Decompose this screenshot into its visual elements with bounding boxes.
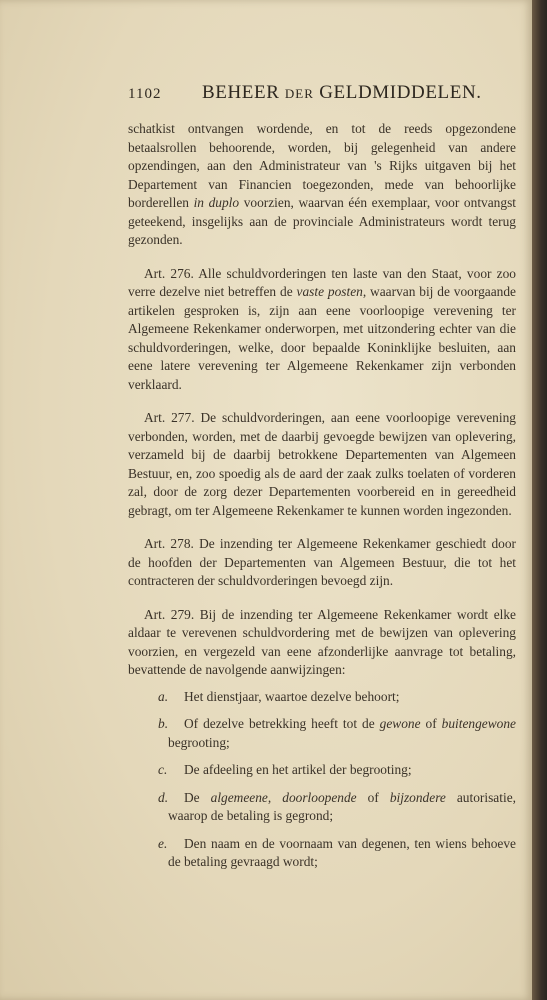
list-label: e.: [158, 835, 168, 851]
italic-run: in duplo: [193, 195, 240, 210]
running-title-part1: BEHEER: [202, 82, 280, 103]
text-run: Art. 276. Alle schuldvorderingen ten laste van den Staat, voor zoo verre dezelve niet betreffen de: [128, 265, 516, 299]
running-header: [128, 82, 508, 108]
italic-run: algemeene: [210, 789, 268, 805]
page-body: [128, 120, 516, 887]
article-277: Art. 277. De schuldvorderingen, aan eene voorloopige verevening verbonden, worden, met de daarbij gevoegde bewijzen van oplevering, verzameld bij de daarbij betrokkene Departementen van Algemeen Bestuur, en, zoo spoedig als de aard der zaak zulks toelaten of vorderen zal, door de zorg dezer Departementen voorbereid en in gereedheid gebragt, om ter Algemeene Rekenkamer te kunnen worden ingezonden.: [128, 410, 516, 518]
text-run: of: [356, 789, 390, 805]
text-run: begrooting;: [168, 734, 230, 750]
list-item-b: [128, 715, 516, 752]
list-item-a: [128, 688, 516, 707]
italic-run: gewone: [379, 716, 421, 731]
italic-run: vaste posten: [296, 284, 363, 299]
book-binding-edge: [532, 0, 547, 1000]
text-run: Den naam en de voornaam van degenen, ten wiens behoeve de betaling gevraagd wordt;: [168, 835, 516, 869]
running-title-der: DER: [284, 86, 314, 101]
list-label: c.: [158, 762, 168, 777]
text-run: voorzien, waarvan één exemplaar, voor ontvangst geteekend, insgelijks aan de provinciale Administrateurs wordt terug gezonden.: [128, 195, 516, 247]
text-run: autorisatie, waarop de betaling is gegrond;: [168, 789, 516, 823]
running-title-part2: GELDMIDDELEN.: [319, 82, 482, 103]
text-run: of: [420, 716, 442, 731]
list-item-d: [128, 789, 516, 826]
italic-run: buitengewone: [441, 716, 516, 731]
article-279-lead: Art. 279. Bij de inzending ter Algemeene Rekenkamer wordt elke aldaar te verevenen schuldvordering met de bewijzen van oplevering voorzien, en vergezeld van eene afzonderlijke aanvrage tot betaling, bevattende de navolgende aanwijzingen:: [128, 606, 516, 677]
text-run: schatkist ontvangen wordende, en tot de reeds opgezondene betaalsrollen behoorende, worden, bij gelegenheid van andere opzendingen, aan den Administrateur van 's Rijks uitgaven bij het Departement van Financien toegezonden, mede van behoorlijke borderellen: [128, 121, 516, 210]
list-item-e: [128, 835, 516, 872]
requirements-list: [128, 688, 516, 872]
list-label: d.: [158, 789, 169, 805]
text-run: , waarvan bij de voorgaande artikelen gesproken is, zijn aan eene voorloopige verevening ter Algemeene Rekenkamer onderworpen, met uitzondering echter van die schuldvorderingen, welke, door bepaalde Koninklijke besluiten, aan eene latere verevening ter Algemeene Rekenkamer zijn verbonden verklaard.: [128, 284, 516, 392]
running-title: [202, 82, 482, 104]
article-279: [128, 606, 516, 872]
italic-run: bijzondere: [389, 789, 446, 805]
page-number: 1102: [128, 86, 162, 102]
list-label: a.: [158, 688, 169, 704]
text-run: De: [184, 789, 211, 805]
article-276: [128, 265, 516, 395]
list-item-c: [128, 761, 516, 780]
text-run: Of dezelve betrekking heeft tot de: [184, 716, 380, 731]
text-run: ,: [267, 789, 283, 805]
text-run: Het dienstjaar, waartoe dezelve behoort;: [184, 688, 400, 704]
paragraph-continuation: [128, 120, 516, 250]
article-278: Art. 278. De inzending ter Algemeene Rekenkamer geschiedt door de hoofden der Departementen van Algemeen Bestuur, die tot het contracteren der schuldvorderingen bevoegd zijn.: [128, 536, 516, 588]
italic-run: doorloopende: [282, 789, 357, 805]
list-label: b.: [158, 716, 169, 731]
text-run: De afdeeling en het artikel der begrooting;: [184, 762, 412, 777]
